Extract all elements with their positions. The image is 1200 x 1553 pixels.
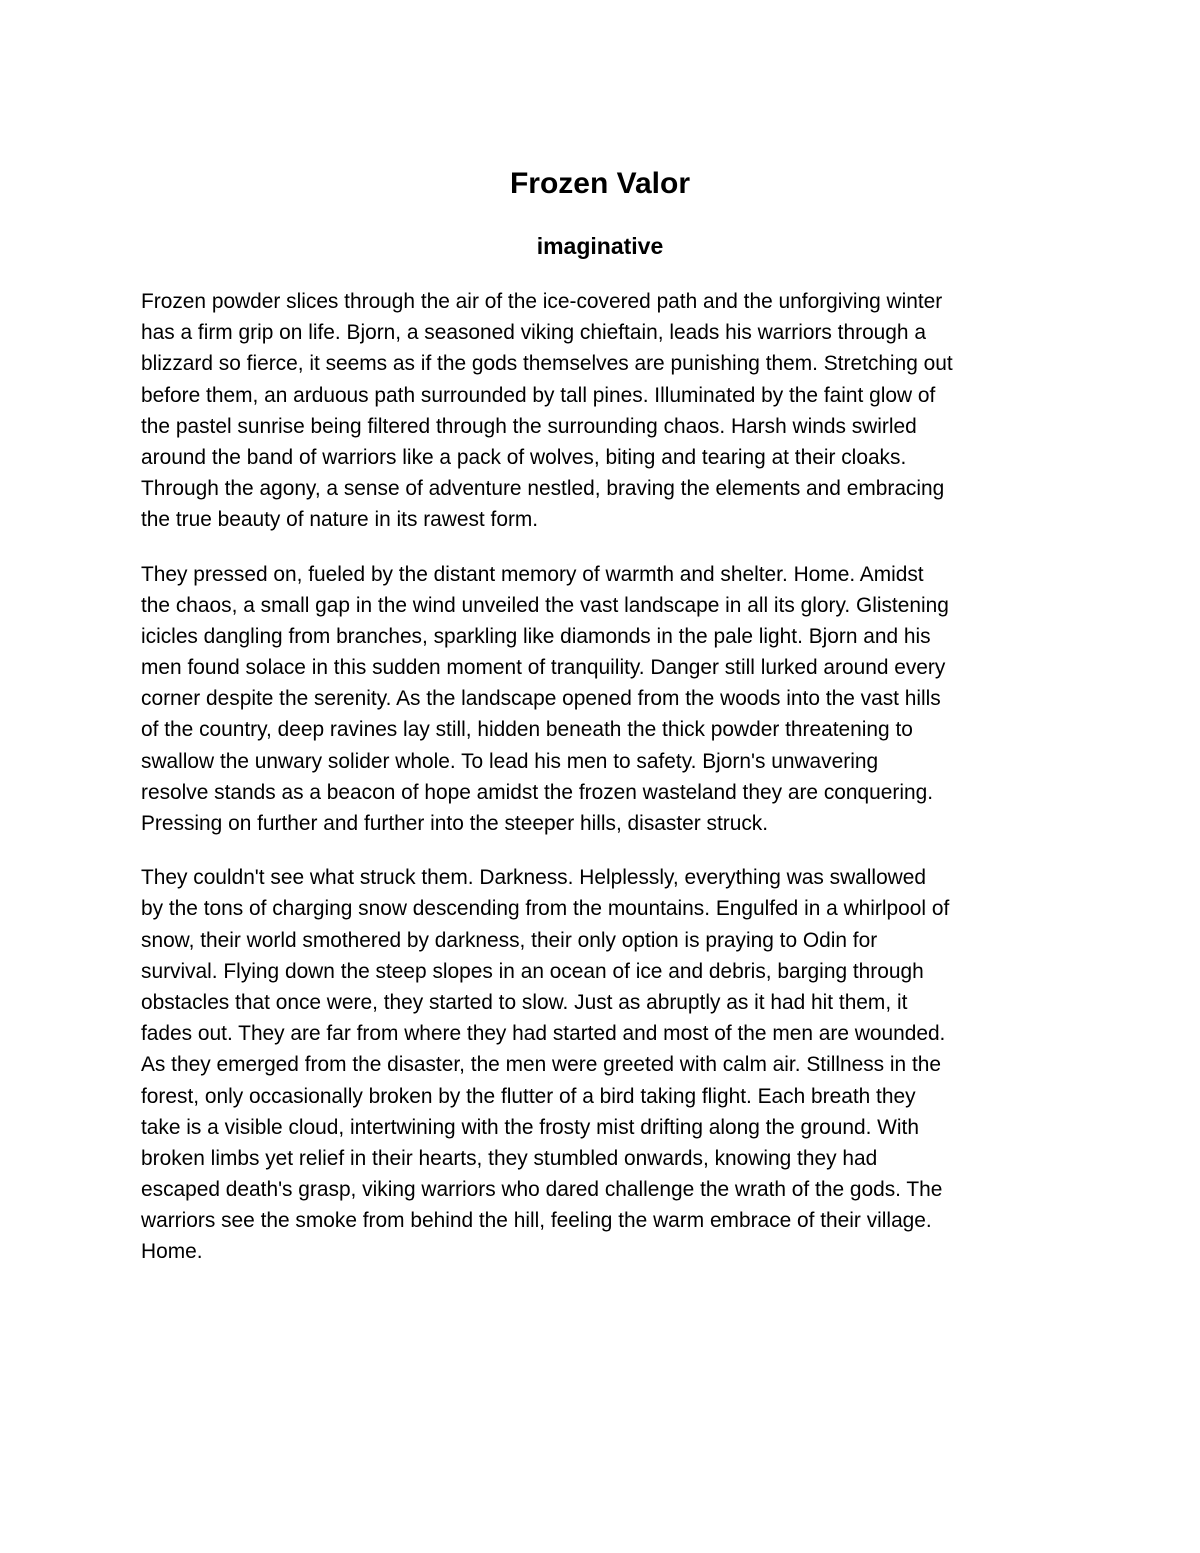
text-line: They pressed on, fueled by the distant memory of warmth and shelter. Home. Amidst bbox=[141, 562, 924, 586]
text-line: men found solace in this sudden moment of tranquility. Danger still lurked around every bbox=[141, 656, 946, 680]
document-subtitle: imaginative bbox=[536, 233, 664, 259]
text-line: fades out. They are far from where they had started and most of the men are wounded. bbox=[141, 1022, 946, 1046]
text-line: Frozen powder slices through the air of the ice-covered path and the unforgiving winter bbox=[141, 290, 943, 313]
text-line: around the band of warriors like a pack of wolves, biting and tearing at their cloaks. bbox=[141, 445, 907, 469]
text-line: forest, only occasionally broken by the flutter of a bird taking flight. Each breath they bbox=[141, 1084, 916, 1108]
text-line: snow, their world smothered by darkness, their only option is praying to Odin for bbox=[141, 928, 878, 952]
text-line: resolve stands as a beacon of hope amidst the frozen wasteland they are conquering. bbox=[141, 780, 934, 804]
text-line: the chaos, a small gap in the wind unveiled the vast landscape in all its glory. Glistening bbox=[141, 593, 949, 617]
text-line: swallow the unwary solider whole. To lead his men to safety. Bjorn's unwavering bbox=[141, 749, 879, 773]
text-line: before them, an arduous path surrounded by tall pines. Illuminated by the faint glow of bbox=[141, 383, 936, 407]
paragraph bbox=[141, 862, 1071, 1267]
paragraph bbox=[141, 286, 1071, 536]
text-line: escaped death's grasp, viking warriors who dared challenge the wrath of the gods. The bbox=[141, 1178, 943, 1202]
text-line: take is a visible cloud, intertwining with the frosty mist drifting along the ground. With bbox=[141, 1115, 919, 1139]
document-title: Frozen Valor bbox=[509, 167, 691, 200]
text-line: obstacles that once were, they started to slow. Just as abruptly as it had hit them, it bbox=[141, 990, 908, 1014]
text-line: broken limbs yet relief in their hearts, they stumbled onwards, knowing they had bbox=[141, 1146, 878, 1170]
text-line: by the tons of charging snow descending from the mountains. Engulfed in a whirlpool of bbox=[141, 897, 950, 921]
text-line: of the country, deep ravines lay still, hidden beneath the thick powder threatening to bbox=[141, 718, 913, 742]
text-line: As they emerged from the disaster, the men were greeted with calm air. Stillness in the bbox=[141, 1053, 942, 1077]
text-line: has a firm grip on life. Bjorn, a seasoned viking chieftain, leads his warriors through a bbox=[141, 321, 926, 345]
text-line: They couldn't see what struck them. Darkness. Helplessly, everything was swallowed bbox=[141, 866, 927, 890]
text-line: icicles dangling from branches, sparkling like diamonds in the pale light. Bjorn and his bbox=[141, 624, 931, 648]
text-line: the pastel sunrise being filtered through the surrounding chaos. Harsh winds swirled bbox=[141, 414, 917, 438]
text-line: Through the agony, a sense of adventure nestled, braving the elements and embracing bbox=[141, 477, 945, 501]
document-body bbox=[141, 286, 1071, 1268]
text-line: the true beauty of nature in its rawest form. bbox=[141, 508, 539, 532]
text-line: survival. Flying down the steep slopes in an ocean of ice and debris, barging through bbox=[141, 959, 924, 983]
text-line: warriors see the smoke from behind the hill, feeling the warm embrace of their village. bbox=[141, 1209, 932, 1233]
text-line: blizzard so fierce, it seems as if the gods themselves are punishing them. Stretching out bbox=[141, 352, 953, 376]
paragraph bbox=[141, 559, 1071, 840]
text-line: Home. bbox=[141, 1240, 203, 1264]
text-line: corner despite the serenity. As the landscape opened from the woods into the vast hills bbox=[141, 687, 941, 711]
text-line: Pressing on further and further into the steeper hills, disaster struck. bbox=[141, 812, 769, 835]
